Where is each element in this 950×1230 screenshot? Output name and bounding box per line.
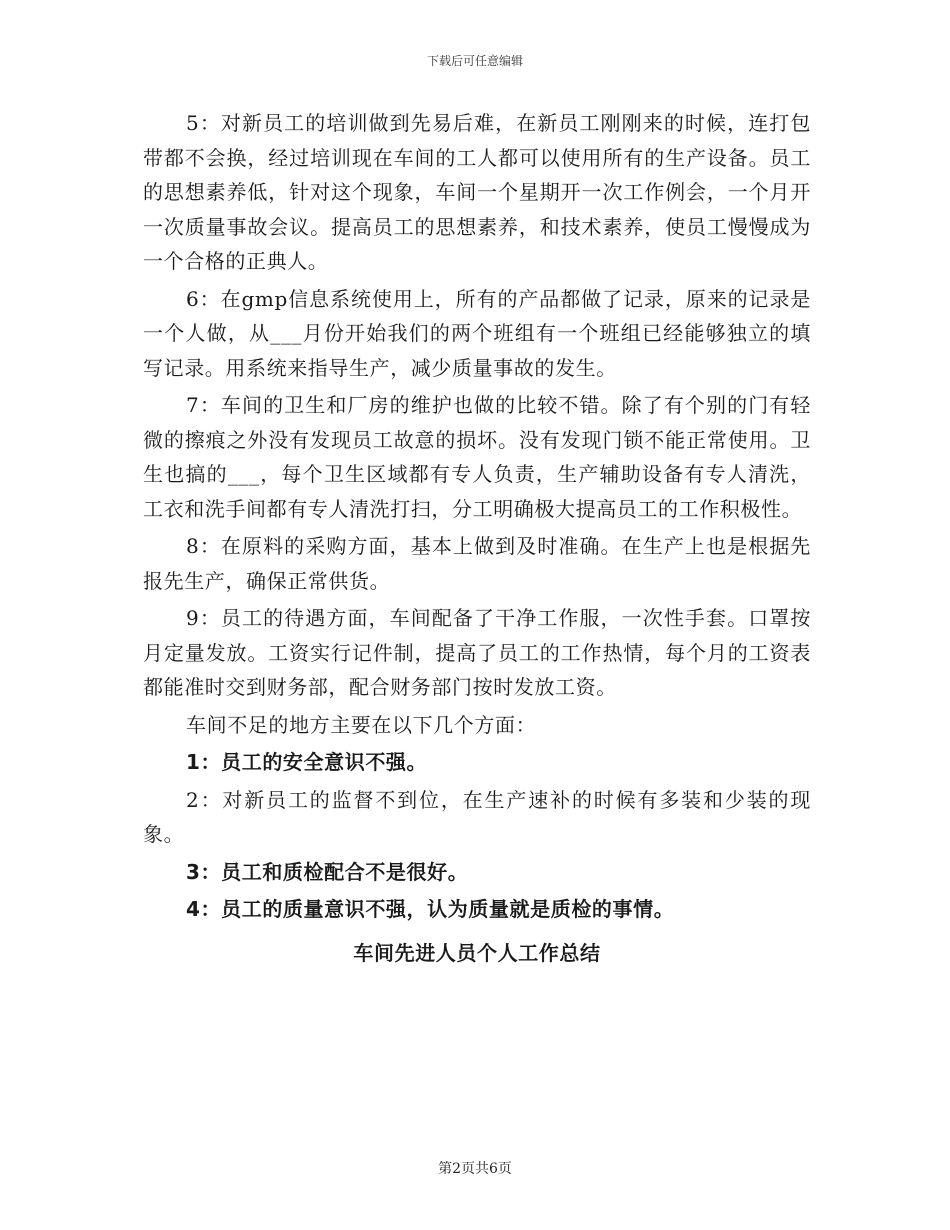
- page-footer: 第2页共6页: [438, 1161, 512, 1177]
- paragraph-item-8: 8：在原料的采购方面，基本上做到及时准确。在生产上也是根据先报先生产，确保正常供货。: [143, 534, 811, 593]
- paragraph-item-9: 9：员工的待遇方面，车间配备了干净工作服，一次性手套。口罩按月定量发放。工资实行记件制，提高了员工的工作热情，每个月的工资表都能准时交到财务部，配合财务部门按时发放工资。: [143, 606, 811, 699]
- paragraph-item-7: 7：车间的卫生和厂房的维护也做的比较不错。除了有个别的门有轻微的擦痕之外没有发现员工故意的损坏。没有发现门锁不能正常使用。卫生也搞的___，每个卫生区域都有专人负责，生产辅助设备有专人清洗，工衣和洗手间都有专人清洗打扫，分工明确极大提高员工的工作积极性。: [143, 393, 811, 521]
- shortcoming-item-4: 4：员工的质量意识不强，认为质量就是质检的事情。: [186, 897, 675, 921]
- shortcomings-intro: 车间不足的地方主要在以下几个方面：: [186, 712, 537, 737]
- section-title: 车间先进人员个人工作总结: [353, 940, 601, 965]
- document-body: [143, 106, 811, 966]
- shortcoming-item-1: 1：员工的安全意识不强。: [186, 750, 428, 774]
- shortcoming-item-2: 2：对新员工的监督不到位，在生产速补的时候有多装和少装的现象。: [143, 787, 811, 846]
- paragraph-item-6: 6：在gmp信息系统使用上，所有的产品都做了记录，原来的记录是一个人做，从___月份开始我们的两个班组有一个班组已经能够独立的填写记录。用系统来指导生产，减少质量事故的发生。: [143, 286, 811, 380]
- page-header: 下载后可任意编辑: [426, 54, 523, 68]
- shortcoming-item-3: 3：员工和质检配合不是很好。: [186, 859, 469, 884]
- paragraph-item-5: 5：对新员工的培训做到先易后难，在新员工刚刚来的时候，连打包带都不会换，经过培训现在车间的工人都可以使用所有的生产设备。员工的思想素养低，针对这个现象，车间一个星期开一次工作例会，一个月开一次质量事故会议。提高员工的思想素养，和技术素养，使员工慢慢成为一个合格的正典人。: [143, 111, 811, 273]
